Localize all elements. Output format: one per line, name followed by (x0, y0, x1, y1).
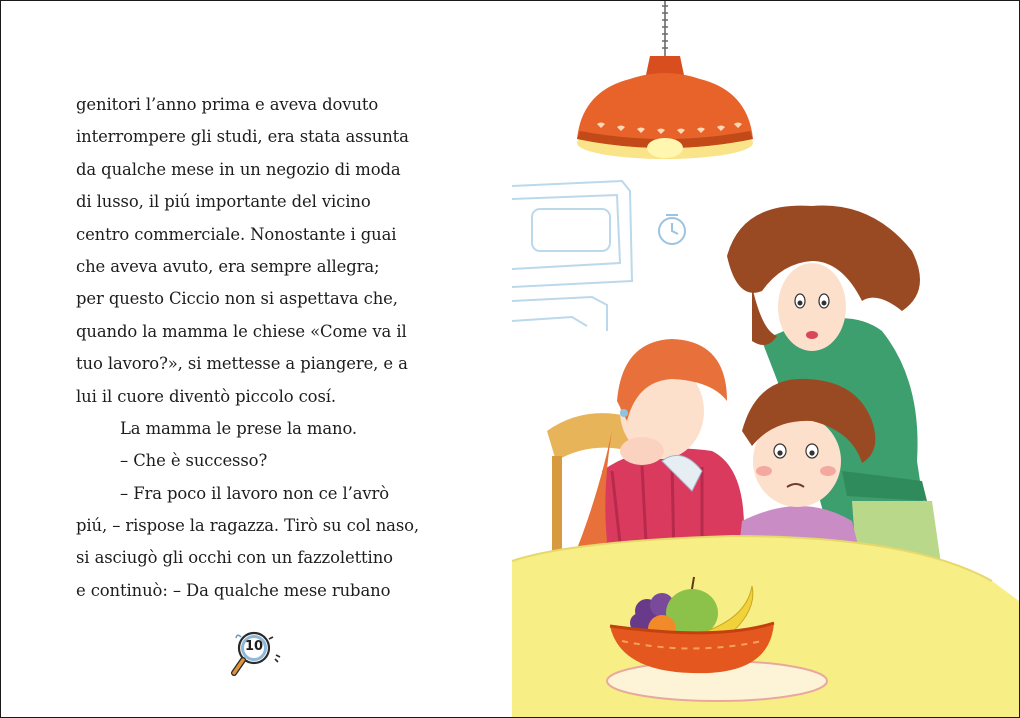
text-line: tuo lavoro?», si mettesse a piangere, e a (76, 354, 408, 374)
left-page (1, 1, 512, 717)
text-line: interrompere gli studi, era stata assunta (76, 127, 409, 147)
story-text (76, 89, 496, 607)
text-line: piú, – rispose la ragazza. Tirò su col naso, (76, 516, 420, 536)
text-line: genitori l’anno prima e aveva dovuto (76, 95, 379, 114)
text-line: – Fra poco il lavoro non ce l’avrò (120, 483, 390, 503)
text-line: da qualche mese in un negozio di moda (76, 159, 401, 179)
text-line: centro commerciale. Nonostante i guai (76, 224, 397, 244)
text-line: quando la mamma le chiese «Come va il (76, 321, 407, 341)
text-line: che aveva avuto, era sempre allegra; (76, 256, 380, 276)
text-line: – Che è successo? (120, 451, 268, 471)
text-line: di lusso, il piú importante del vicino (76, 192, 371, 212)
text-line: si asciugò gli occhi con un fazzolettino (76, 548, 393, 568)
text-line: per questo Ciccio non si aspettava che, (76, 289, 398, 309)
text-line: e continuò: – Da qualche mese rubano (76, 580, 391, 600)
text-line: lui il cuore diventò piccolo cosí. (76, 386, 337, 406)
story-illustration (512, 1, 1019, 717)
page-number: 10 (244, 639, 264, 654)
text-line: La mamma le prese la mano. (120, 418, 358, 438)
